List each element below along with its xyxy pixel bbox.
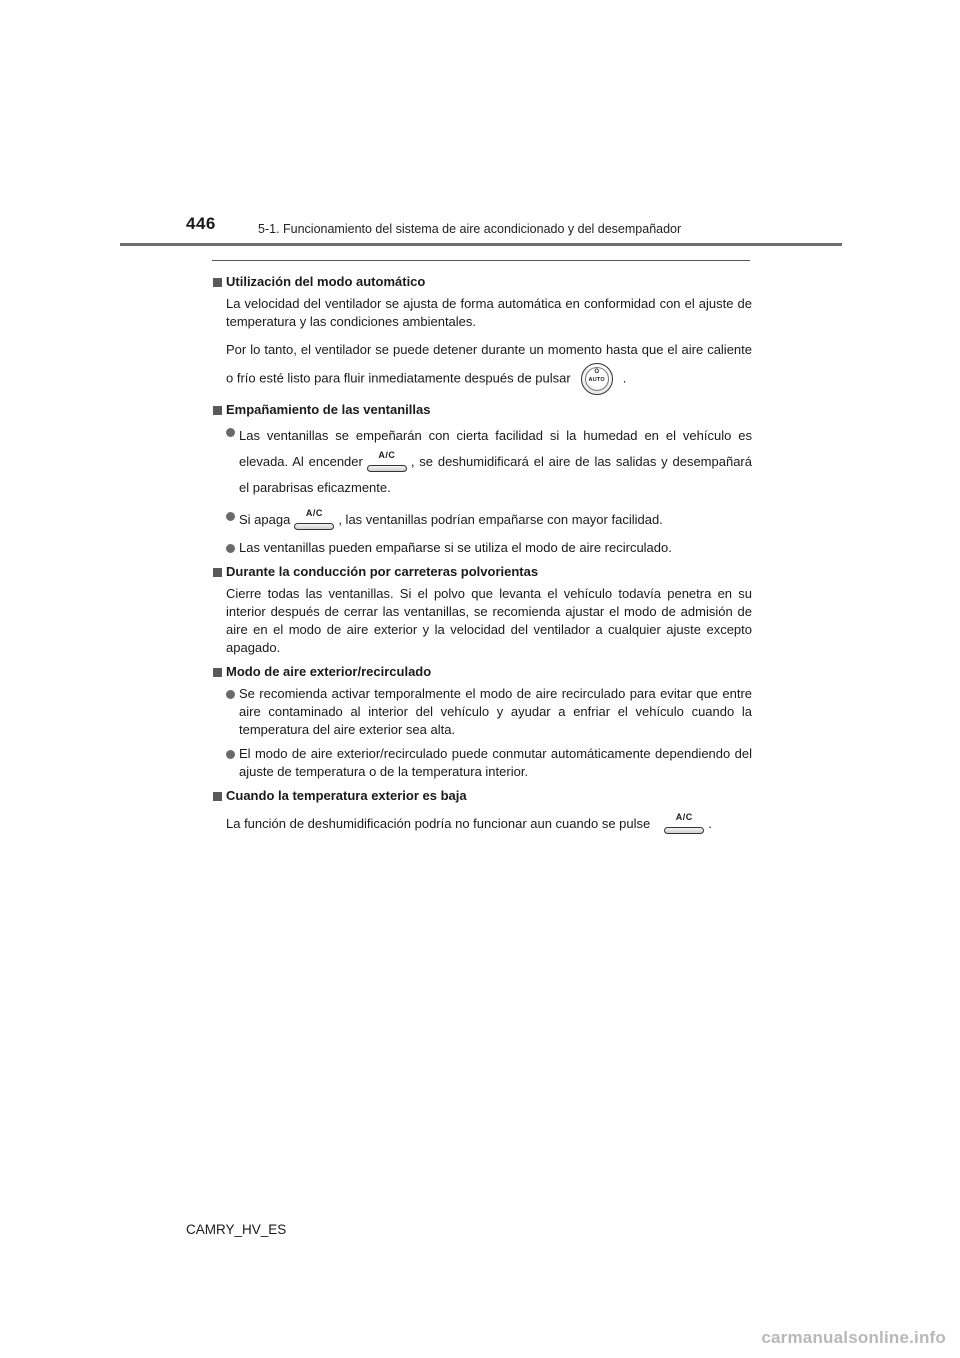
paragraph: Cierre todas las ventanillas. Si el polvo que levanta el vehículo todavía penetra en su interior después de cerrar las ventanillas, se recomienda ajustar el modo de admisión de aire en el modo de aire exterior y la velocidad del ventilador a cualquier ajuste excepto apagado. xyxy=(226,586,752,655)
page-number: 446 xyxy=(186,214,216,233)
ac-button-label: A/C xyxy=(305,507,323,518)
list-item-text: Las ventanillas se empeñarán con cierta facilidad si la humedad en el vehículo es elevada. Al encender xyxy=(239,428,752,469)
header-rule xyxy=(120,243,842,246)
section-rule xyxy=(212,260,750,261)
paragraph-text: . xyxy=(622,370,627,386)
circle-bullet-icon xyxy=(226,544,235,553)
section-heading-fogging xyxy=(212,401,752,419)
square-bullet-icon xyxy=(213,568,222,577)
auto-button-top-label: O xyxy=(594,369,600,375)
section-title: Durante la conducción por carreteras polvorientas xyxy=(226,564,539,579)
list-item-text: Se recomienda activar temporalmente el modo de aire recirculado para evitar que entre aire contaminado al interior del vehículo y ayudar a enfriar el vehículo cuando la temperatura del aire exterior sea alta. xyxy=(239,686,752,737)
section-heading-cold-temperature xyxy=(212,787,752,805)
list-item-text: , se deshumidificará el aire de las salidas y desempañará el parabrisas eficazmente. xyxy=(239,454,752,495)
circle-bullet-icon xyxy=(226,690,235,699)
ac-button-label: A/C xyxy=(675,811,693,822)
list-item-text: Si apaga xyxy=(239,512,291,527)
square-bullet-icon xyxy=(213,278,222,287)
list-item xyxy=(212,507,752,533)
circle-bullet-icon xyxy=(226,512,235,521)
section-heading-recirculation xyxy=(212,663,752,681)
list-item xyxy=(212,539,752,557)
paragraph-text: La función de deshumidificación podría no funcionar aun cuando se pulse xyxy=(226,816,651,831)
paragraph-ac xyxy=(212,809,752,839)
square-bullet-icon xyxy=(213,406,222,415)
ac-button-bar xyxy=(664,827,704,834)
ac-button-label: A/C xyxy=(378,449,396,460)
paragraph-text: . xyxy=(708,816,712,831)
list-item xyxy=(212,685,752,739)
model-code: CAMRY_HV_ES xyxy=(186,1222,287,1237)
section-heading-auto-mode xyxy=(212,273,752,291)
section-title: Empañamiento de las ventanillas xyxy=(226,402,431,417)
ac-button-icon xyxy=(294,507,334,532)
square-bullet-icon xyxy=(213,792,222,801)
circle-bullet-icon xyxy=(226,428,235,437)
section-title: Modo de aire exterior/recirculado xyxy=(226,664,432,679)
paragraph-auto xyxy=(212,337,752,395)
list-item-text: Las ventanillas pueden empañarse si se utiliza el modo de aire recirculado. xyxy=(239,540,672,555)
section-title: Cuando la temperatura exterior es baja xyxy=(226,788,467,803)
watermark: carmanualsonline.info xyxy=(761,1328,946,1347)
section-title: Utilización del modo automático xyxy=(226,274,426,289)
ac-button-icon xyxy=(367,449,407,474)
square-bullet-icon xyxy=(213,668,222,677)
chapter-title: 5-1. Funcionamiento del sistema de aire acondicionado y del desempañador xyxy=(258,222,682,236)
auto-button-icon xyxy=(581,363,613,395)
circle-bullet-icon xyxy=(226,750,235,759)
section-heading-dusty-roads xyxy=(212,563,752,581)
ac-button-icon xyxy=(664,811,704,836)
ac-button-bar xyxy=(367,465,407,472)
list-item-text: El modo de aire exterior/recirculado puede conmutar automáticamente dependiendo del ajuste de temperatura o de la temperatura interior. xyxy=(239,746,752,779)
paragraph: La velocidad del ventilador se ajusta de forma automática en conformidad con el ajuste de temperatura y las condiciones ambientales. xyxy=(226,296,752,329)
auto-button-label: AUTO xyxy=(588,377,605,383)
list-item xyxy=(212,745,752,781)
paragraph-text: Por lo tanto, el ventilador se puede detener durante un momento hasta que el aire caliente o frío esté listo para fluir inmediatamente después de pulsar xyxy=(226,342,752,386)
ac-button-bar xyxy=(294,523,334,530)
list-item xyxy=(212,423,752,501)
page-content xyxy=(212,273,752,845)
list-item-text: , las ventanillas podrían empañarse con mayor facilidad. xyxy=(338,512,663,527)
